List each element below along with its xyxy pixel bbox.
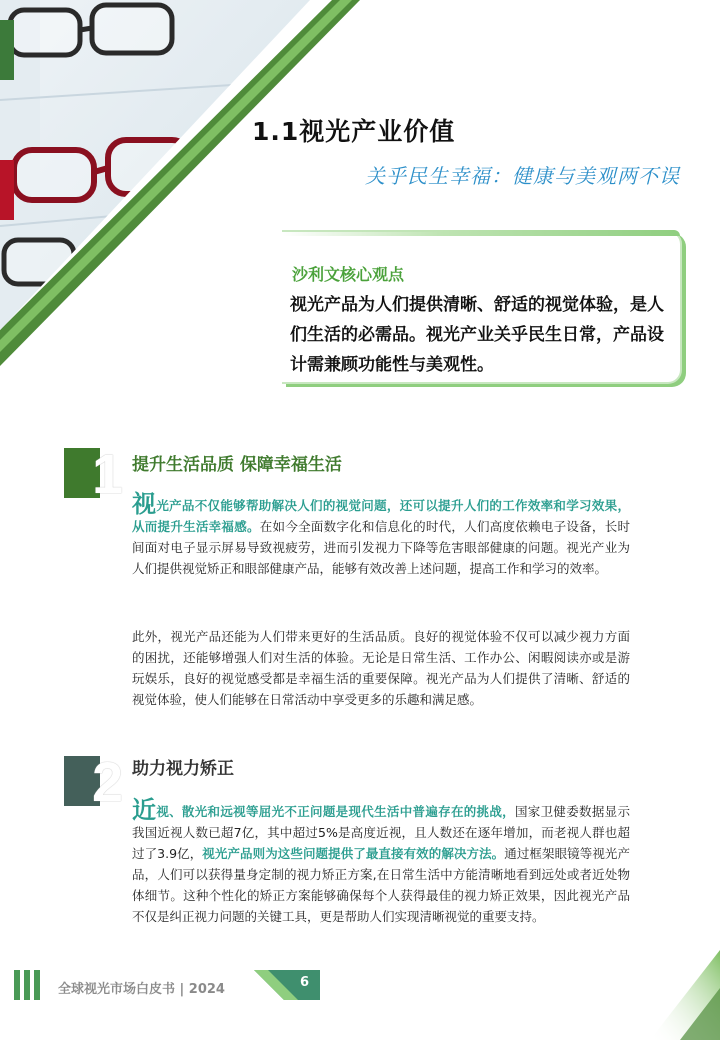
paragraph-text: 在如今全面数字化和信息化的时代，人们高度依赖电子设备，长时间面对电子显示屏易导致视疲劳，进而引发视力下降等危害眼部健康的问题。视光产业为人们提供视觉矫正和眼部健康产品，能够有效改善上述问题，提高工作和学习的效率。 [132, 519, 630, 576]
section-number-text: 2 [92, 750, 124, 813]
quote-body: 视光产品为人们提供清晰、舒适的视觉体验，是人们生活的必需品。视光产业关乎民生日常，产品设计需兼顾功能性与美观性。 [290, 295, 664, 375]
footer-text: 全球视光市场白皮书 | 2024 [58, 982, 225, 997]
highlight-text: 光产品不仅能够帮助解决人们的视觉问题，还可以提升人们的工作效率和学习效果，从而提升生活幸福感。 [132, 498, 630, 534]
section-title-1: 提升生活品质 保障幸福生活 [132, 455, 342, 475]
highlight-text: 视光产品则为这些问题提供了最直接有效的解决方法。 [202, 846, 505, 861]
page-subtitle: 关乎民生幸福：健康与美观两不误 [365, 164, 680, 188]
page-title: 1.1视光产业价值 [252, 117, 456, 146]
footer-bars-icon [14, 970, 44, 1004]
dropcap: 视 [132, 490, 157, 518]
section1-paragraph-2: 此外，视光产品还能为人们带来更好的生活品质。良好的视觉体验不仅可以减少视力方面的困扰，还能够增强人们对生活的体验。无论是日常生活、工作办公、闲暇阅读亦或是游玩娱乐，良好的视觉感受都是幸福生活的重要保障。视光产品为人们提供了清晰、舒适的视觉体验，使人们能够在日常活动中享受更多的乐趣和满足感。 [132, 629, 630, 707]
page-number-badge [254, 970, 320, 1000]
page-badge-shape [254, 970, 320, 1000]
section-title-2: 助力视力矫正 [132, 759, 234, 779]
corner-decoration [650, 950, 720, 1040]
quote-top-bar [282, 230, 680, 236]
section1-paragraph-1 [132, 490, 630, 579]
core-viewpoint-box [282, 230, 682, 384]
dropcap: 近 [132, 796, 157, 824]
highlight-text: 视、散光和远视等屈光不正问题是现代生活中普遍存在的挑战， [156, 804, 515, 819]
section-number-1 [64, 442, 124, 505]
paragraph-text: 国家卫健委数据显示我国近视人数已超7亿，其中超过5%是高度近视，且人数还在逐年增加，而老视人群也超过了3.9亿， [132, 804, 630, 861]
section-number-text: 1 [92, 442, 124, 505]
quote-heading: 沙利文核心观点 [292, 265, 405, 284]
paragraph-text: 通过框架眼镜等视光产品，人们可以获得量身定制的视力矫正方案,在日常生活中方能清晰地看到远处或者近处物体细节。这种个性化的矫正方案能够确保每个人获得最佳的视力矫正效果，因此视光产品不仅是纠正视力问题的关键工具，更是帮助人们实现清晰视觉的重要支持。 [132, 846, 630, 924]
section-number-2 [64, 750, 124, 813]
page-number: 6 [300, 975, 310, 990]
section2-paragraph [132, 796, 630, 927]
